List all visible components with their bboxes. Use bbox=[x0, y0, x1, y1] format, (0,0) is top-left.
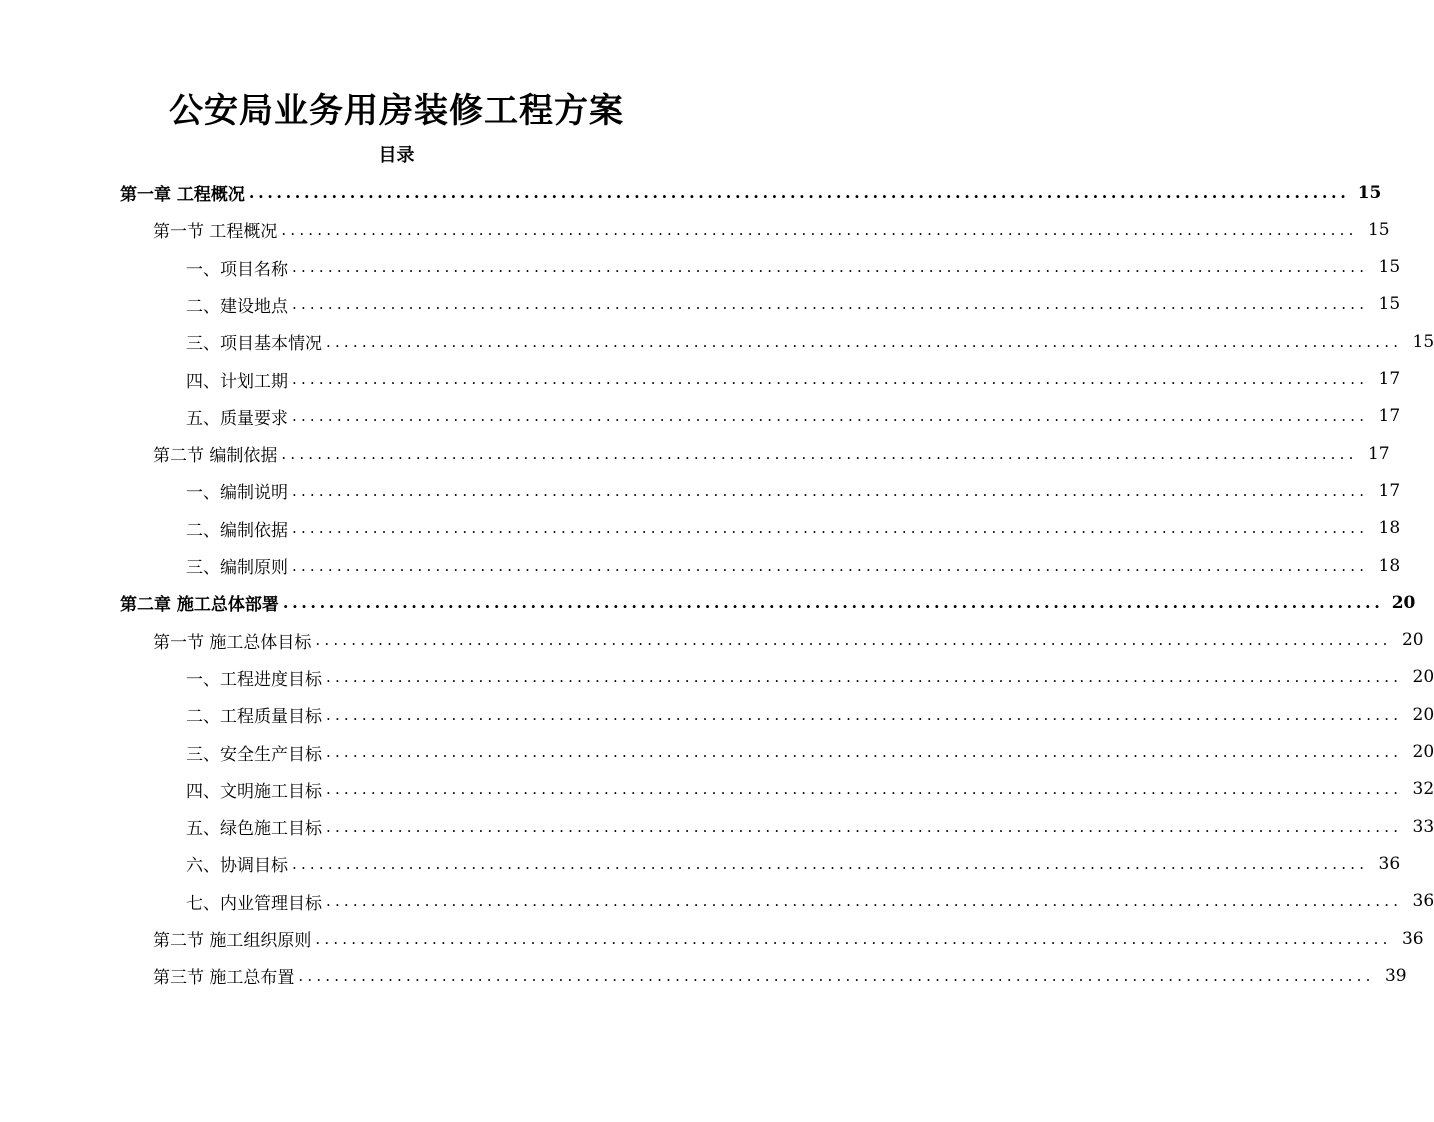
toc-entry-page-number: 18 bbox=[1378, 555, 1401, 576]
toc-entry-title: 第二章 施工总体部署 bbox=[120, 595, 279, 616]
toc-entry-title: 六、协调目标 bbox=[186, 856, 288, 877]
toc-entry-title: 七、内业管理目标 bbox=[186, 893, 322, 914]
toc-entry-title: 第三节 施工总布置 bbox=[153, 968, 295, 989]
toc-entry[interactable] bbox=[0, 510, 1401, 547]
toc-entry-title: 五、绿色施工目标 bbox=[186, 819, 322, 840]
toc-entry-title: 第二节 施工组织原则 bbox=[153, 931, 312, 951]
toc-entry-page-number: 15 bbox=[1378, 257, 1401, 278]
toc-entry[interactable] bbox=[0, 472, 1401, 509]
toc-entry[interactable] bbox=[0, 659, 1434, 696]
toc-entry[interactable] bbox=[0, 957, 1407, 994]
toc-entry-title: 三、编制原则 bbox=[186, 558, 288, 578]
toc-entry[interactable] bbox=[0, 249, 1401, 286]
toc-entry[interactable] bbox=[0, 547, 1401, 584]
toc-dot-leader: ........................................................................................................................ bbox=[292, 556, 1369, 575]
toc-entry-title: 二、编制依据 bbox=[186, 520, 288, 541]
toc-dot-leader: ........................................................................................................................ bbox=[292, 295, 1369, 314]
toc-dot-leader: ........................................................................................................................ bbox=[298, 966, 1375, 985]
toc-entry[interactable] bbox=[0, 435, 1390, 472]
toc-dot-leader: ........................................................................................................................ bbox=[326, 705, 1403, 724]
toc-entry-title: 三、安全生产目标 bbox=[186, 744, 322, 765]
toc-dot-leader: ........................................................................................................................ bbox=[315, 631, 1392, 650]
toc-dot-leader: ........................................................................................................................ bbox=[326, 892, 1403, 911]
toc-entry-title: 三、项目基本情况 bbox=[186, 334, 322, 355]
toc-entry-title: 第一节 工程概况 bbox=[153, 222, 278, 243]
toc-entry-page-number: 36 bbox=[1412, 891, 1434, 912]
toc-entry[interactable] bbox=[0, 734, 1434, 771]
toc-dot-leader: ........................................................................................................................ bbox=[281, 220, 1358, 239]
toc-dot-leader: ........................................................................................................................ bbox=[292, 519, 1369, 538]
toc-entry[interactable] bbox=[0, 696, 1434, 733]
toc-entry-page-number: 39 bbox=[1384, 965, 1407, 986]
toc-entry-page-number: 15 bbox=[1378, 294, 1401, 315]
toc-entry-title: 一、编制说明 bbox=[186, 483, 288, 504]
toc-entry-page-number: 17 bbox=[1378, 480, 1401, 501]
toc-dot-leader: ........................................................................................................................ bbox=[292, 854, 1369, 873]
toc-entry-page-number: 36 bbox=[1401, 928, 1424, 949]
toc-entry-page-number: 17 bbox=[1378, 369, 1401, 389]
toc-dot-leader: ........................................................................................................................ bbox=[326, 332, 1403, 351]
toc-entry-title: 一、项目名称 bbox=[186, 259, 288, 280]
toc-entry[interactable] bbox=[0, 920, 1424, 957]
toc-entry[interactable] bbox=[0, 286, 1401, 323]
toc-entry-page-number: 15 bbox=[1412, 331, 1434, 352]
toc-entry-page-number: 20 bbox=[1412, 704, 1434, 725]
toc-dot-leader: ........................................................................................................................ bbox=[292, 481, 1369, 500]
toc-entry[interactable] bbox=[0, 584, 1416, 621]
toc-entry[interactable] bbox=[0, 174, 1382, 211]
toc-dot-leader: ........................................................................................................................ bbox=[326, 668, 1403, 687]
toc-entry-page-number: 36 bbox=[1378, 853, 1401, 874]
toc-entry[interactable] bbox=[0, 808, 1434, 845]
toc-entry-title: 第二节 编制依据 bbox=[153, 446, 278, 467]
toc-entry[interactable] bbox=[0, 398, 1401, 435]
toc-entry-title: 四、计划工期 bbox=[186, 371, 288, 392]
toc-dot-leader: ........................................................................................................................ bbox=[292, 258, 1369, 277]
toc-entry-title: 二、建设地点 bbox=[186, 296, 288, 317]
toc-entry-title: 四、文明施工目标 bbox=[186, 781, 322, 802]
toc-entry-page-number: 33 bbox=[1412, 816, 1434, 837]
toc-dot-leader: ........................................................................................................................ bbox=[281, 444, 1358, 463]
toc-entry[interactable] bbox=[0, 211, 1390, 248]
toc-entry[interactable] bbox=[0, 845, 1401, 882]
toc-entry-page-number: 20 bbox=[1412, 742, 1434, 762]
toc-entry-title: 第一章 工程概况 bbox=[120, 185, 245, 205]
toc-entry-page-number: 20 bbox=[1391, 592, 1416, 613]
toc-dot-leader: ........................................................................................................................ bbox=[282, 593, 1384, 613]
toc-entry-title: 一、工程进度目标 bbox=[186, 669, 322, 690]
toc-entry[interactable] bbox=[0, 323, 1434, 360]
toc-dot-leader: ........................................................................................................................ bbox=[326, 817, 1403, 836]
toc-entry-page-number: 20 bbox=[1401, 630, 1424, 651]
toc-entry-page-number: 17 bbox=[1378, 406, 1401, 427]
toc-entry-title: 二、工程质量目标 bbox=[186, 707, 322, 728]
toc-entry[interactable] bbox=[0, 883, 1434, 920]
toc-dot-leader: ........................................................................................................................ bbox=[292, 407, 1369, 426]
toc-dot-leader: ........................................................................................................................ bbox=[248, 183, 1350, 202]
toc-entry-page-number: 15 bbox=[1367, 219, 1390, 240]
toc-entry-title: 第一节 施工总体目标 bbox=[153, 632, 312, 653]
toc-entry-page-number: 32 bbox=[1412, 779, 1434, 800]
toc-entry[interactable] bbox=[0, 361, 1401, 398]
toc-heading: 目录 bbox=[378, 145, 415, 166]
toc-entry-page-number: 20 bbox=[1412, 667, 1434, 688]
toc-entry-title: 五、质量要求 bbox=[186, 408, 288, 429]
toc-entry-page-number: 17 bbox=[1367, 443, 1390, 464]
toc-dot-leader: ........................................................................................................................ bbox=[326, 743, 1403, 761]
toc-dot-leader: ........................................................................................................................ bbox=[292, 370, 1369, 388]
toc-dot-leader: ........................................................................................................................ bbox=[326, 780, 1403, 799]
toc-dot-leader: ........................................................................................................................ bbox=[315, 929, 1392, 948]
document-title: 公安局业务用房装修工程方案 bbox=[169, 91, 624, 131]
toc-entry-page-number: 15 bbox=[1357, 182, 1382, 203]
toc-entry[interactable] bbox=[0, 771, 1434, 808]
toc-entry[interactable] bbox=[0, 622, 1424, 659]
toc-entry-page-number: 18 bbox=[1378, 518, 1401, 539]
